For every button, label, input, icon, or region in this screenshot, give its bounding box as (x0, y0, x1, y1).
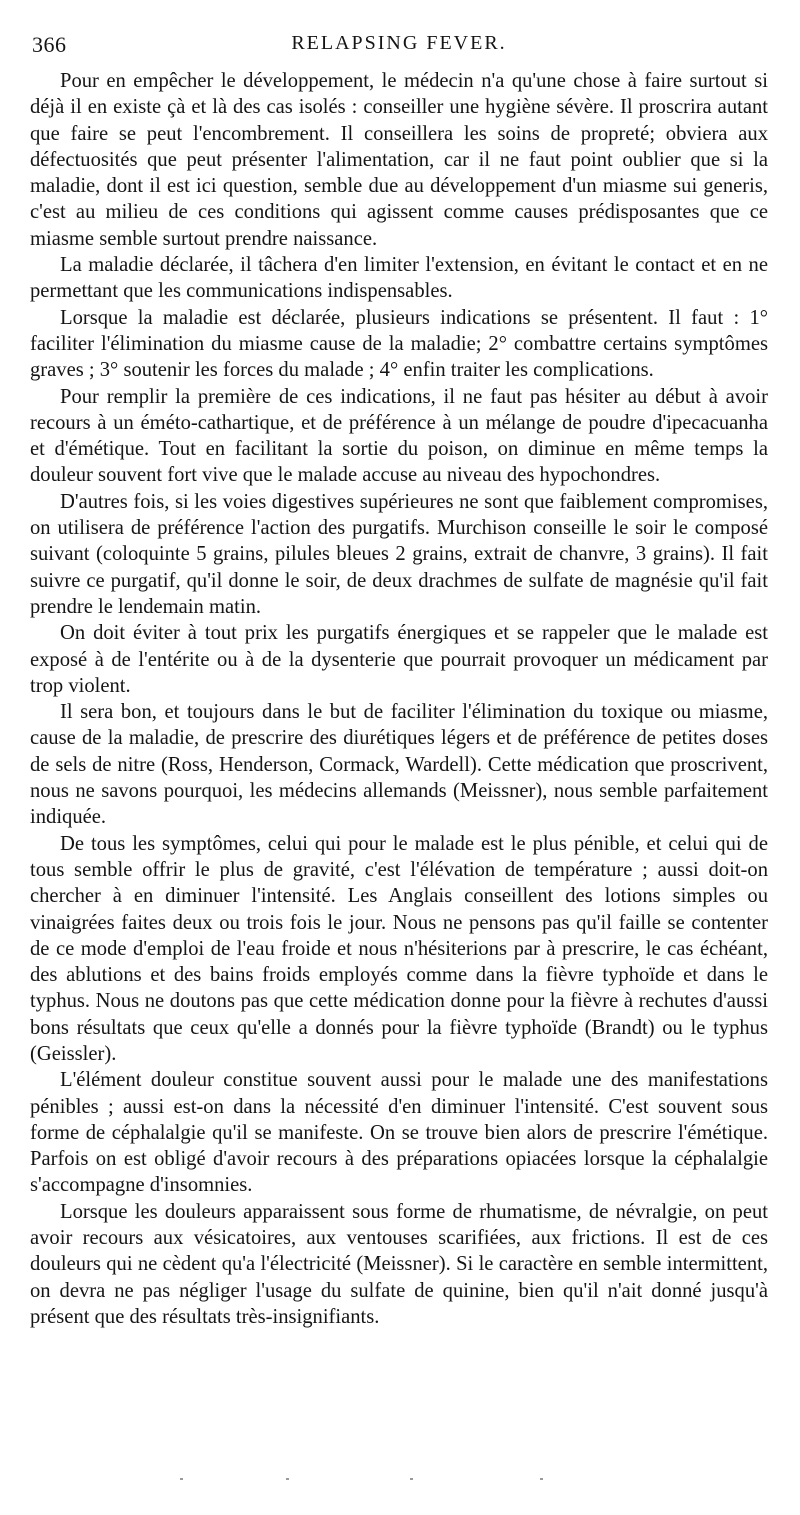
paragraph-pain (30, 1067, 768, 1198)
paragraph-emeto-cathartic-text: Pour remplir la première de ces indications, il ne faut pas hésiter au début à avoir recours à un éméto-cathartique, et de préférence à un mélange de poudre d'ipecacuanha et d'émétique. Tout en facilitant la sortie du poison, on diminue en même temps la douleur souvent fort vive que le malade accuse au niveau des hypochondres. (30, 385, 768, 487)
running-title: RELAPSING FEVER. (291, 32, 507, 54)
print-mark (540, 1478, 543, 1480)
print-mark (286, 1478, 289, 1480)
paragraph-diuretics-text: Il sera bon, et toujours dans le but de faciliter l'élimination du toxique ou miasme, cause de la maladie, de prescrire des diurétiques légers et de préférence de petites doses de sels de nitre (Ross, Henderson, Cormack, Wardell). Cette médication que proscrivent, nous ne savons pourquoi, les médecins allemands (Meissner), nous semble parfaitement indiquée. (30, 701, 768, 829)
print-mark (180, 1478, 183, 1480)
paragraph-temperature-text: De tous les symptômes, celui qui pour le malade est le plus pénible, et celui qui de tous semble offrir le plus de gravité, c'est l'élévation de température ; aussi doit-on chercher à en diminuer l'intensité. Les Anglais conseillent des lotions simples ou vinaigrées faites deux ou trois fois le jour. Nous ne pensons pas qu'il faille se contenter de ce mode d'emploi de l'eau froide et nous n'hésiterions par à prescrire, le cas échéant, des ablutions et des bains froids employés comme dans la fièvre typhoïde et dans le typhus. Nous ne doutons pas que cette médication donne pour la fièvre à rechutes d'aussi bons résultats que ceux qu'elle a donnés pour la fièvre typhoïde (Brandt) ou le typhus (Geissler). (30, 832, 768, 1065)
body-text (30, 68, 768, 1330)
page-number: 366 (32, 32, 67, 57)
paragraph-rheumatic-pain (30, 1199, 768, 1330)
paragraph-diuretics (30, 699, 768, 830)
paragraph-prevention (30, 68, 768, 252)
paragraph-avoid-energetic-purgatives (30, 620, 768, 699)
paragraph-temperature (30, 831, 768, 1068)
paragraph-indications-text: Lorsque la maladie est déclarée, plusieurs indications se présentent. Il faut : 1° faciliter l'élimination du miasme cause de la maladie; 2° combattre certains symptômes graves ; 3° soutenir les forces du malade ; 4° enfin traiter les complications. (30, 306, 768, 382)
paragraph-purgatives-text: D'autres fois, si les voies digestives supérieures ne sont que faiblement compromises, on utilisera de préférence l'action des purgatifs. Murchison conseille le soir le composé suivant (coloquinte 5 grains, pilules bleues 2 grains, extrait de chanvre, 3 grains). Il fait suivre ce purgatif, qu'il donne le soir, de deux drachmes de sulfate de magnésie qu'il fait prendre le lendemain matin. (30, 490, 768, 618)
page-header (30, 30, 768, 60)
paragraph-emeto-cathartic (30, 384, 768, 489)
paragraph-rheumatic-pain-text: Lorsque les douleurs apparaissent sous forme de rhumatisme, de névralgie, on peut avoir recours aux vésicatoires, aux ventouses scarifiées, aux frictions. Il est de ces douleurs qui ne cèdent qu'a l'électricité (Meissner). Si le caractère en semble intermittent, on devra ne pas négliger l'usage du sulfate de quinine, bien qu'il n'ait donné jusqu'à présent que des résultats très-insignifiants. (30, 1200, 768, 1328)
paragraph-pain-text: L'élément douleur constitue souvent aussi pour le malade une des manifestations pénibles ; aussi est-on dans la nécessité d'en diminuer l'intensité. C'est souvent sous forme de céphalalgie qu'il se manifeste. On se trouve bien alors de prescrire l'émétique. Parfois on est obligé d'avoir recours à des préparations opiacées lorsque la céphalalgie s'accompagne d'insomnies. (30, 1069, 768, 1197)
footer-print-marks (160, 1478, 620, 1488)
paragraph-purgatives (30, 489, 768, 620)
print-mark (410, 1478, 413, 1480)
book-page (30, 30, 768, 1330)
paragraph-prevention-text: Pour en empêcher le développement, le médecin n'a qu'une chose à faire surtout si déjà il en existe çà et là des cas isolés : conseiller une hygiène sévère. Il proscrira autant que faire se peut l'encombrement. Il conseillera les soins de propreté; obviera aux défectuosités que peut présenter l'alimentation, car il ne faut point oublier que si la maladie, dont il est ici question, semble due au développement d'un miasme sui generis, c'est au milieu de ces conditions qui agissent comme causes prédisposantes que ce miasme semble surtout prendre naissance. (30, 70, 768, 250)
paragraph-limit-extension (30, 252, 768, 305)
paragraph-indications (30, 305, 768, 384)
paragraph-avoid-energetic-purgatives-text: On doit éviter à tout prix les purgatifs énergiques et se rappeler que le malade est exposé à de l'entérite ou à de la dysenterie que pourrait provoquer un médicament par trop violent. (30, 622, 768, 697)
paragraph-limit-extension-text: La maladie déclarée, il tâchera d'en limiter l'extension, en évitant le contact et en ne permettant que les communications indispensables. (30, 254, 768, 303)
